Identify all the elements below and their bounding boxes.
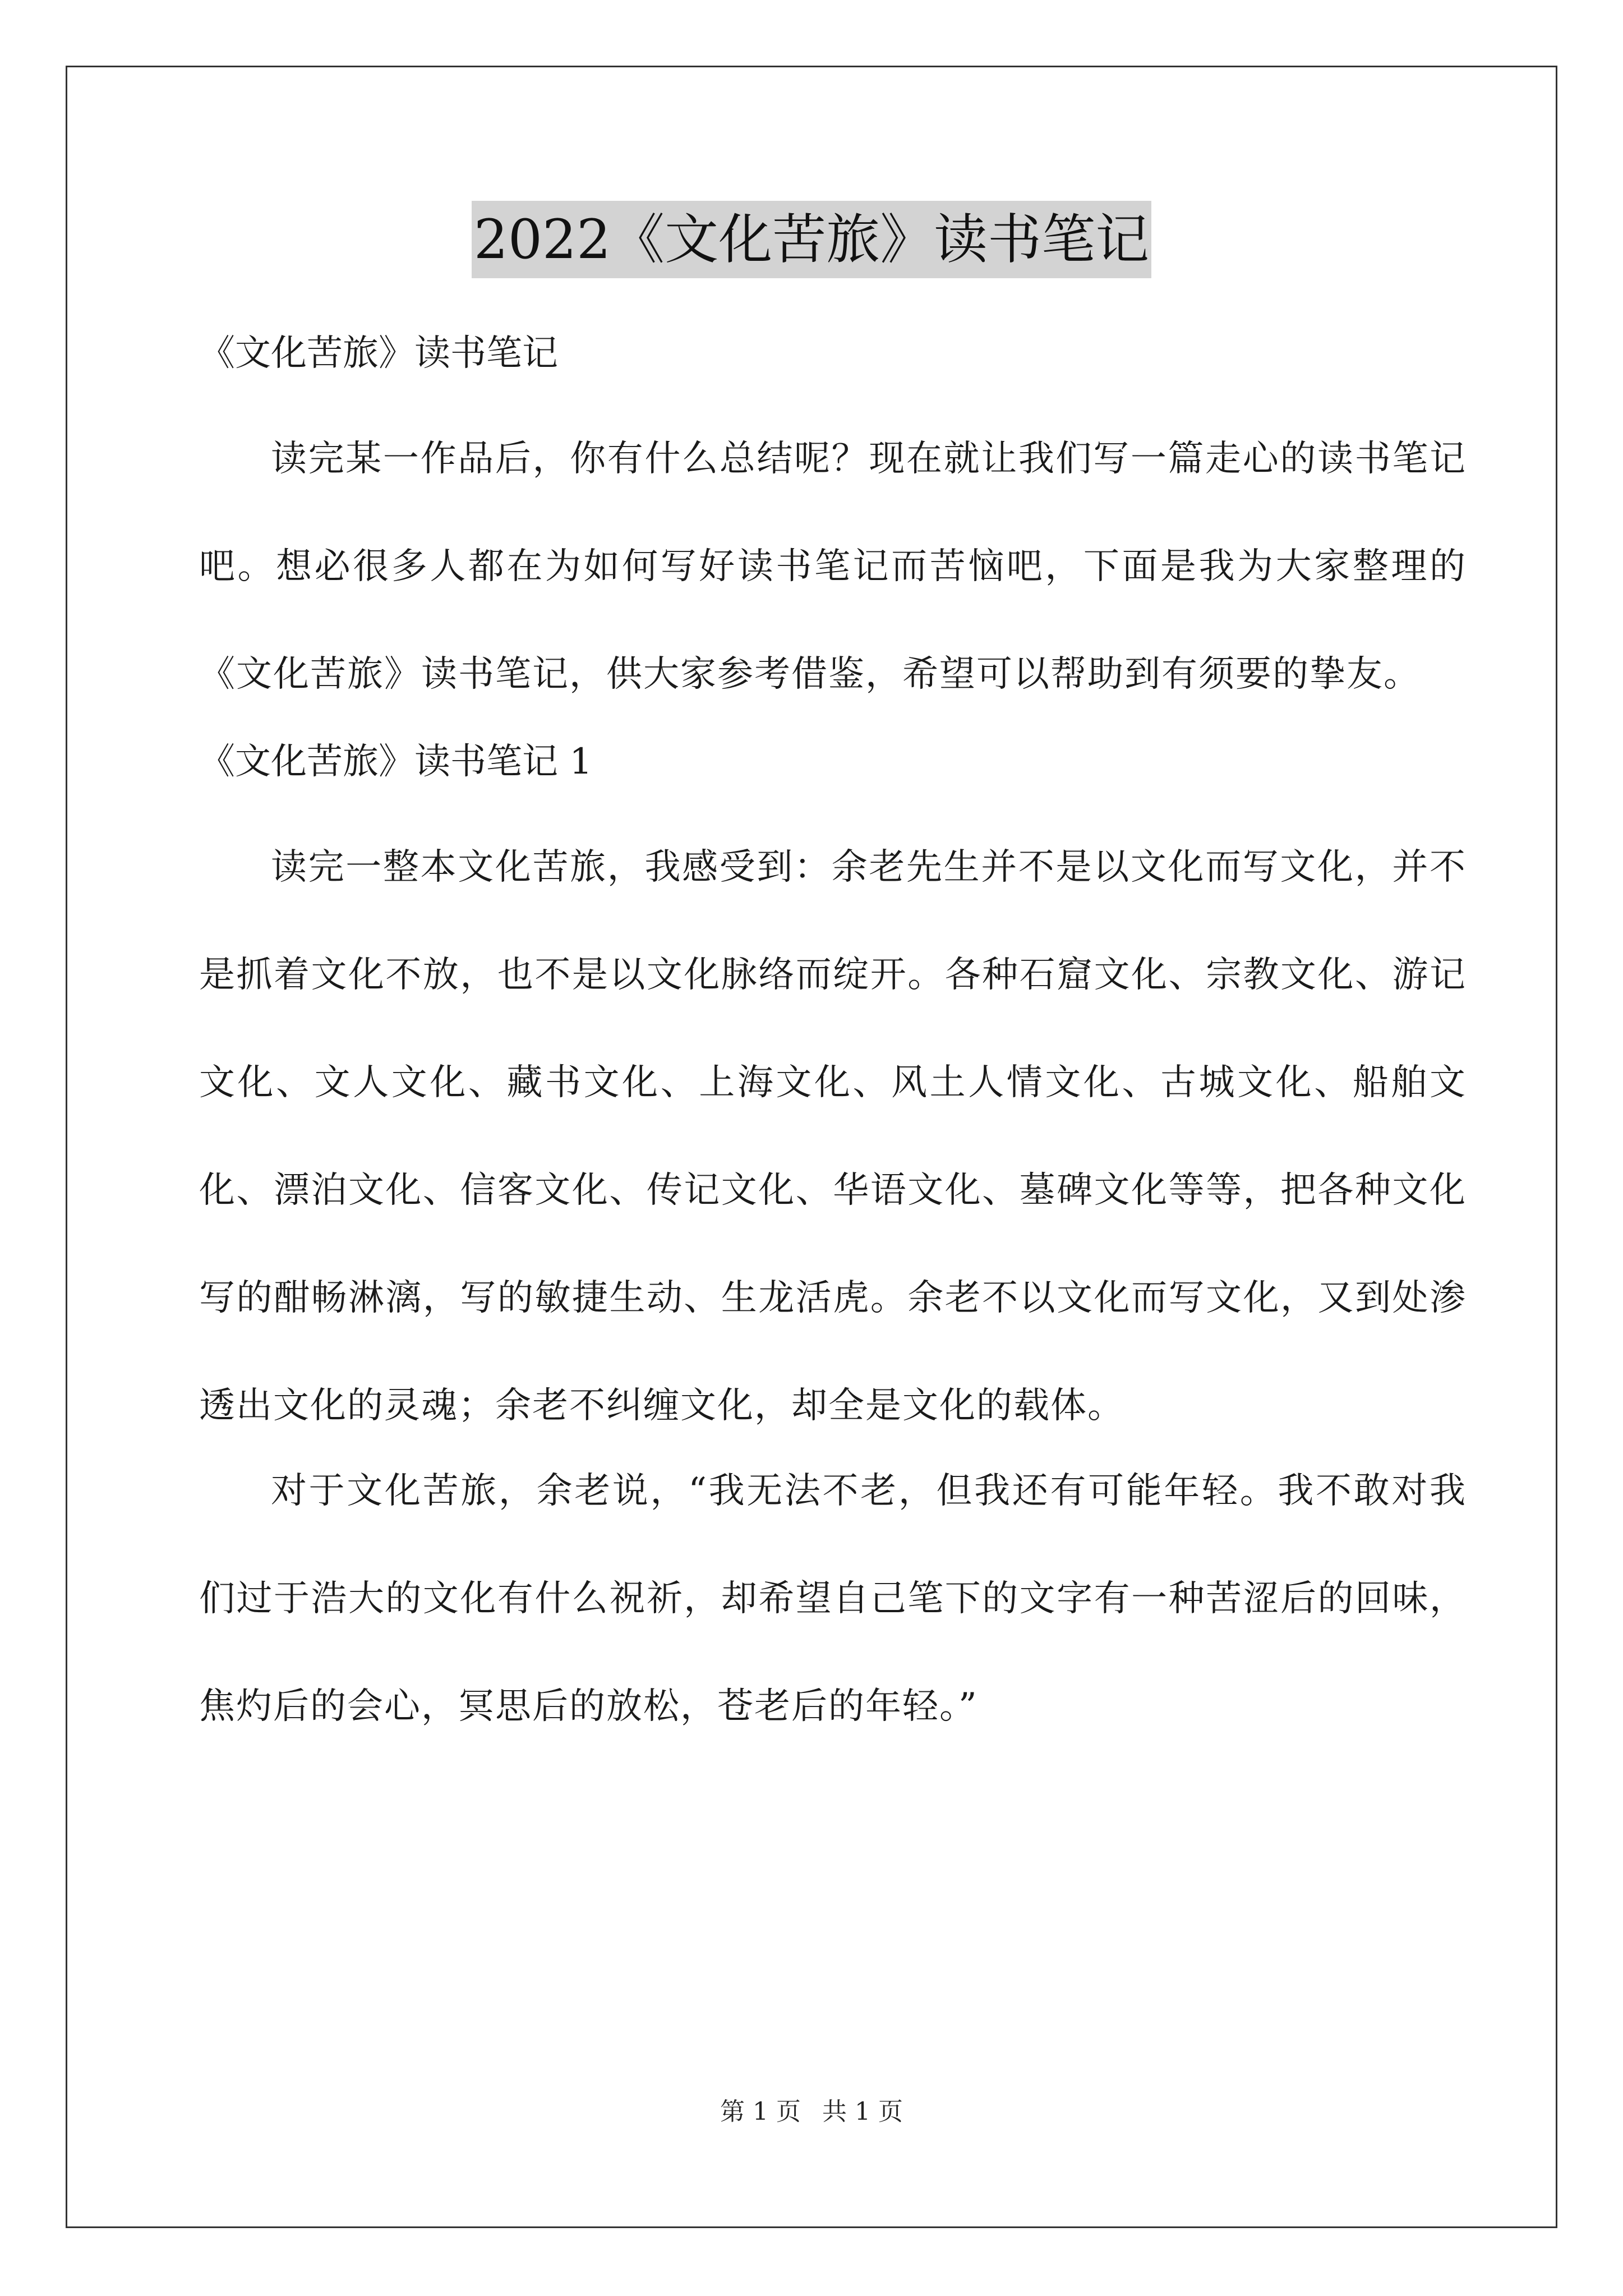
page-footer xyxy=(0,2095,1623,2129)
page-number: 第 1 页 xyxy=(720,2097,801,2126)
paragraph-1: 读完一整本文化苦旅，我感受到：余老先生并不是以文化而写文化，并不是抓着文化不放，也不是以文化脉络而绽开。各种石窟文化、宗教文化、游记文化、文人文化、藏书文化、上海文化、风土人情文化、古城文化、船舶文化、漂泊文化、信客文化、传记文化、华语文化、墓碑文化等等，把各种文化写的酣畅淋漓，写的敏捷生动、生龙活虎。余老不以文化而写文化，又到处渗透出文化的灵魂；余老不纠缠文化，却全是文化的载体。 xyxy=(199,846,1467,1427)
document-body xyxy=(199,331,1467,1769)
page-total: 共 1 页 xyxy=(822,2097,903,2126)
paragraph-2: 对于文化苦旅，余老说，“我无法不老，但我还有可能年轻。我不敢对我们过于浩大的文化有什么祝祈，却希望自己笔下的文字有一种苦涩后的回味，焦灼后的会心，冥思后的放松，苍老后的年轻。” xyxy=(199,1470,1467,1727)
intro-paragraph: 读完某一作品后，你有什么总结呢？现在就让我们写一篇走心的读书笔记吧。想必很多人都在为如何写好读书笔记而苦恼吧，下面是我为大家整理的《文化苦旅》读书笔记，供大家参考借鉴，希望可以帮助到有须要的挚友。 xyxy=(199,438,1467,695)
section-heading-1: 《文化苦旅》读书笔记 1 xyxy=(199,741,593,783)
title-container xyxy=(0,201,1623,278)
document-title: 2022《文化苦旅》读书笔记 xyxy=(472,201,1151,278)
section-heading-main: 《文化苦旅》读书笔记 xyxy=(199,333,558,374)
